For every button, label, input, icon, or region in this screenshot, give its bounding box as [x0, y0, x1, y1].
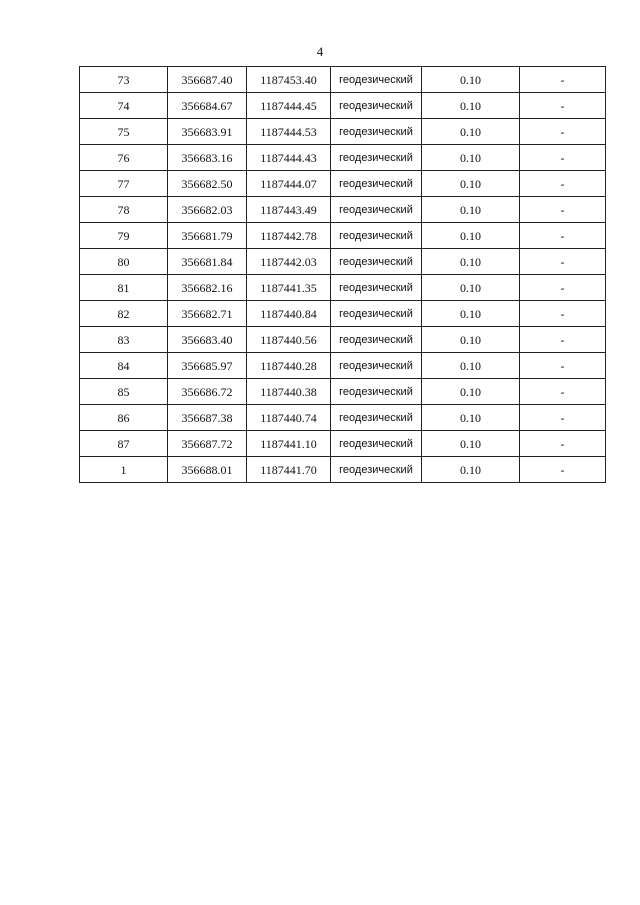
- cell-accuracy: 0.10: [422, 67, 520, 93]
- cell-point-number: 76: [80, 145, 168, 171]
- cell-method: геодезический: [331, 93, 422, 119]
- cell-y-coordinate: 1187444.53: [247, 119, 331, 145]
- cell-accuracy: 0.10: [422, 457, 520, 483]
- cell-y-coordinate: 1187441.10: [247, 431, 331, 457]
- cell-note: -: [520, 93, 606, 119]
- cell-x-coordinate: 356682.03: [168, 197, 247, 223]
- cell-y-coordinate: 1187453.40: [247, 67, 331, 93]
- cell-y-coordinate: 1187444.43: [247, 145, 331, 171]
- cell-point-number: 85: [80, 379, 168, 405]
- table-row: [80, 405, 606, 431]
- cell-accuracy: 0.10: [422, 119, 520, 145]
- table-row: [80, 301, 606, 327]
- cell-method: геодезический: [331, 431, 422, 457]
- cell-x-coordinate: 356683.16: [168, 145, 247, 171]
- cell-note: -: [520, 249, 606, 275]
- cell-x-coordinate: 356683.40: [168, 327, 247, 353]
- cell-x-coordinate: 356682.16: [168, 275, 247, 301]
- coordinates-table-body: [80, 67, 606, 483]
- table-row: [80, 249, 606, 275]
- cell-point-number: 73: [80, 67, 168, 93]
- cell-point-number: 1: [80, 457, 168, 483]
- cell-accuracy: 0.10: [422, 275, 520, 301]
- cell-y-coordinate: 1187441.70: [247, 457, 331, 483]
- cell-method: геодезический: [331, 171, 422, 197]
- cell-x-coordinate: 356681.84: [168, 249, 247, 275]
- cell-accuracy: 0.10: [422, 93, 520, 119]
- cell-method: геодезический: [331, 275, 422, 301]
- cell-note: -: [520, 67, 606, 93]
- table-row: [80, 93, 606, 119]
- cell-accuracy: 0.10: [422, 301, 520, 327]
- cell-y-coordinate: 1187444.07: [247, 171, 331, 197]
- cell-method: геодезический: [331, 67, 422, 93]
- cell-x-coordinate: 356688.01: [168, 457, 247, 483]
- cell-y-coordinate: 1187442.78: [247, 223, 331, 249]
- cell-note: -: [520, 119, 606, 145]
- cell-x-coordinate: 356684.67: [168, 93, 247, 119]
- cell-x-coordinate: 356681.79: [168, 223, 247, 249]
- cell-x-coordinate: 356682.50: [168, 171, 247, 197]
- table-row: [80, 275, 606, 301]
- cell-accuracy: 0.10: [422, 431, 520, 457]
- table-row: [80, 67, 606, 93]
- cell-accuracy: 0.10: [422, 171, 520, 197]
- cell-x-coordinate: 356687.38: [168, 405, 247, 431]
- cell-y-coordinate: 1187440.38: [247, 379, 331, 405]
- cell-x-coordinate: 356687.72: [168, 431, 247, 457]
- cell-note: -: [520, 353, 606, 379]
- cell-method: геодезический: [331, 379, 422, 405]
- cell-accuracy: 0.10: [422, 353, 520, 379]
- cell-x-coordinate: 356683.91: [168, 119, 247, 145]
- cell-x-coordinate: 356682.71: [168, 301, 247, 327]
- cell-accuracy: 0.10: [422, 197, 520, 223]
- cell-accuracy: 0.10: [422, 379, 520, 405]
- cell-method: геодезический: [331, 223, 422, 249]
- cell-y-coordinate: 1187442.03: [247, 249, 331, 275]
- cell-point-number: 87: [80, 431, 168, 457]
- cell-point-number: 78: [80, 197, 168, 223]
- cell-method: геодезический: [331, 119, 422, 145]
- cell-point-number: 81: [80, 275, 168, 301]
- cell-note: -: [520, 327, 606, 353]
- cell-note: -: [520, 431, 606, 457]
- cell-accuracy: 0.10: [422, 327, 520, 353]
- cell-point-number: 83: [80, 327, 168, 353]
- cell-note: -: [520, 171, 606, 197]
- table-row: [80, 327, 606, 353]
- cell-method: геодезический: [331, 197, 422, 223]
- table-row: [80, 379, 606, 405]
- cell-method: геодезический: [331, 353, 422, 379]
- table-row: [80, 197, 606, 223]
- cell-note: -: [520, 145, 606, 171]
- cell-point-number: 86: [80, 405, 168, 431]
- coordinates-table: [79, 66, 606, 483]
- cell-accuracy: 0.10: [422, 145, 520, 171]
- table-row: [80, 457, 606, 483]
- cell-y-coordinate: 1187440.56: [247, 327, 331, 353]
- cell-accuracy: 0.10: [422, 223, 520, 249]
- cell-point-number: 84: [80, 353, 168, 379]
- cell-point-number: 79: [80, 223, 168, 249]
- cell-x-coordinate: 356685.97: [168, 353, 247, 379]
- cell-point-number: 75: [80, 119, 168, 145]
- cell-y-coordinate: 1187440.28: [247, 353, 331, 379]
- table-row: [80, 431, 606, 457]
- cell-note: -: [520, 379, 606, 405]
- cell-accuracy: 0.10: [422, 405, 520, 431]
- cell-note: -: [520, 405, 606, 431]
- cell-method: геодезический: [331, 249, 422, 275]
- page-number: 4: [316, 44, 324, 59]
- cell-point-number: 77: [80, 171, 168, 197]
- cell-x-coordinate: 356686.72: [168, 379, 247, 405]
- cell-y-coordinate: 1187444.45: [247, 93, 331, 119]
- cell-note: -: [520, 275, 606, 301]
- cell-point-number: 74: [80, 93, 168, 119]
- cell-point-number: 82: [80, 301, 168, 327]
- cell-y-coordinate: 1187441.35: [247, 275, 331, 301]
- table-row: [80, 145, 606, 171]
- cell-accuracy: 0.10: [422, 249, 520, 275]
- cell-note: -: [520, 301, 606, 327]
- cell-note: -: [520, 197, 606, 223]
- cell-y-coordinate: 1187443.49: [247, 197, 331, 223]
- cell-method: геодезический: [331, 405, 422, 431]
- table-row: [80, 353, 606, 379]
- cell-y-coordinate: 1187440.74: [247, 405, 331, 431]
- cell-method: геодезический: [331, 327, 422, 353]
- table-row: [80, 119, 606, 145]
- cell-x-coordinate: 356687.40: [168, 67, 247, 93]
- cell-method: геодезический: [331, 145, 422, 171]
- cell-y-coordinate: 1187440.84: [247, 301, 331, 327]
- table-row: [80, 171, 606, 197]
- table-row: [80, 223, 606, 249]
- cell-method: геодезический: [331, 457, 422, 483]
- cell-note: -: [520, 223, 606, 249]
- cell-point-number: 80: [80, 249, 168, 275]
- cell-method: геодезический: [331, 301, 422, 327]
- cell-note: -: [520, 457, 606, 483]
